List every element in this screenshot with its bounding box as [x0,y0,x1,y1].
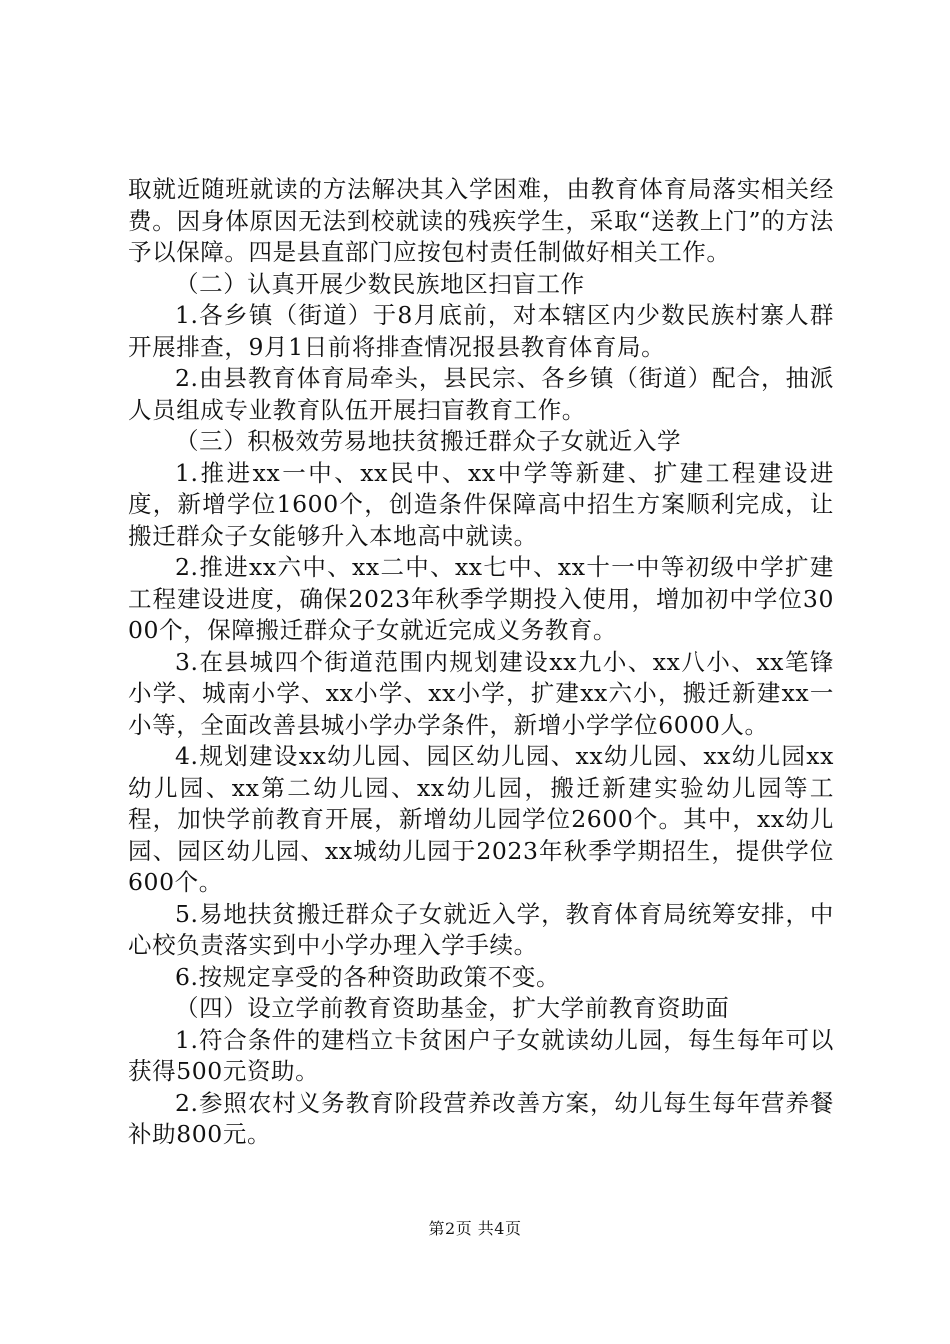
document-body [128,174,834,1151]
section-heading-4: （四）设立学前教育资助基金，扩大学前教育资助面 [175,994,730,1022]
section-heading-3: （三）积极效劳易地扶贫搬迁群众子女就近入学 [175,427,682,455]
page-number-footer: 第2页 共4页 [428,1219,522,1238]
list-item: 2.由县教育体育局牵头，县民宗、各乡镇（街道）配合，抽派人员组成专业教育队伍开展扫盲教育工作。 [128,364,834,424]
paragraph-continuation: 取就近随班就读的方法解决其入学困难，由教育体育局落实相关经费。因身体原因无法到校就读的残疾学生，采取“送教上门”的方法予以保障。四是县直部门应按包村责任制做好相关工作。 [128,175,834,266]
list-item: 1.各乡镇（街道）于8月底前，对本辖区内少数民族村寨人群开展排查，9月1日前将排查情况报县教育体育局。 [128,301,834,361]
list-item: 1.推进xx一中、xx民中、xx中学等新建、扩建工程建设进度，新增学位1600个，创造条件保障高中招生方案顺利完成，让搬迁群众子女能够升入本地高中就读。 [128,458,834,550]
list-item: 3.在县城四个街道范围内规划建设xx九小、xx八小、xx笔锋小学、城南小学、xx小学、xx小学，扩建xx六小，搬迁新建xx一小等，全面改善县城小学办学条件，新增小学学位6000人。 [128,647,834,739]
list-item: 2.参照农村义务教育阶段营养改善方案，幼儿每生每年营养餐补助800元。 [128,1088,834,1148]
list-item: 6.按规定享受的各种资助政策不变。 [175,962,561,991]
list-item: 1.符合条件的建档立卡贫困户子女就读幼儿园，每生每年可以获得500元资助。 [128,1025,834,1085]
list-item: 2.推进xx六中、xx二中、xx七中、xx十一中等初级中学扩建工程建设进度，确保2023年秋季学期投入使用，增加初中学位3000个，保障搬迁群众子女就近完成义务教育。 [128,553,834,644]
list-item: 4.规划建设xx幼儿园、园区幼儿园、xx幼儿园、xx幼儿园xx幼儿园、xx第二幼儿园、xx幼儿园，搬迁新建实验幼儿园等工程，加快学前教育开展，新增幼儿园学位2600个。其中，xx幼儿园、园区幼儿园、xx城幼儿园于2023年秋季学期招生，提供学位600个。 [128,742,834,896]
section-heading-2: （二）认真开展少数民族地区扫盲工作 [175,269,585,298]
list-item: 5.易地扶贫搬迁群众子女就近入学，教育体育局统筹安排，中心校负责落实到中小学办理入学手续。 [128,899,834,959]
